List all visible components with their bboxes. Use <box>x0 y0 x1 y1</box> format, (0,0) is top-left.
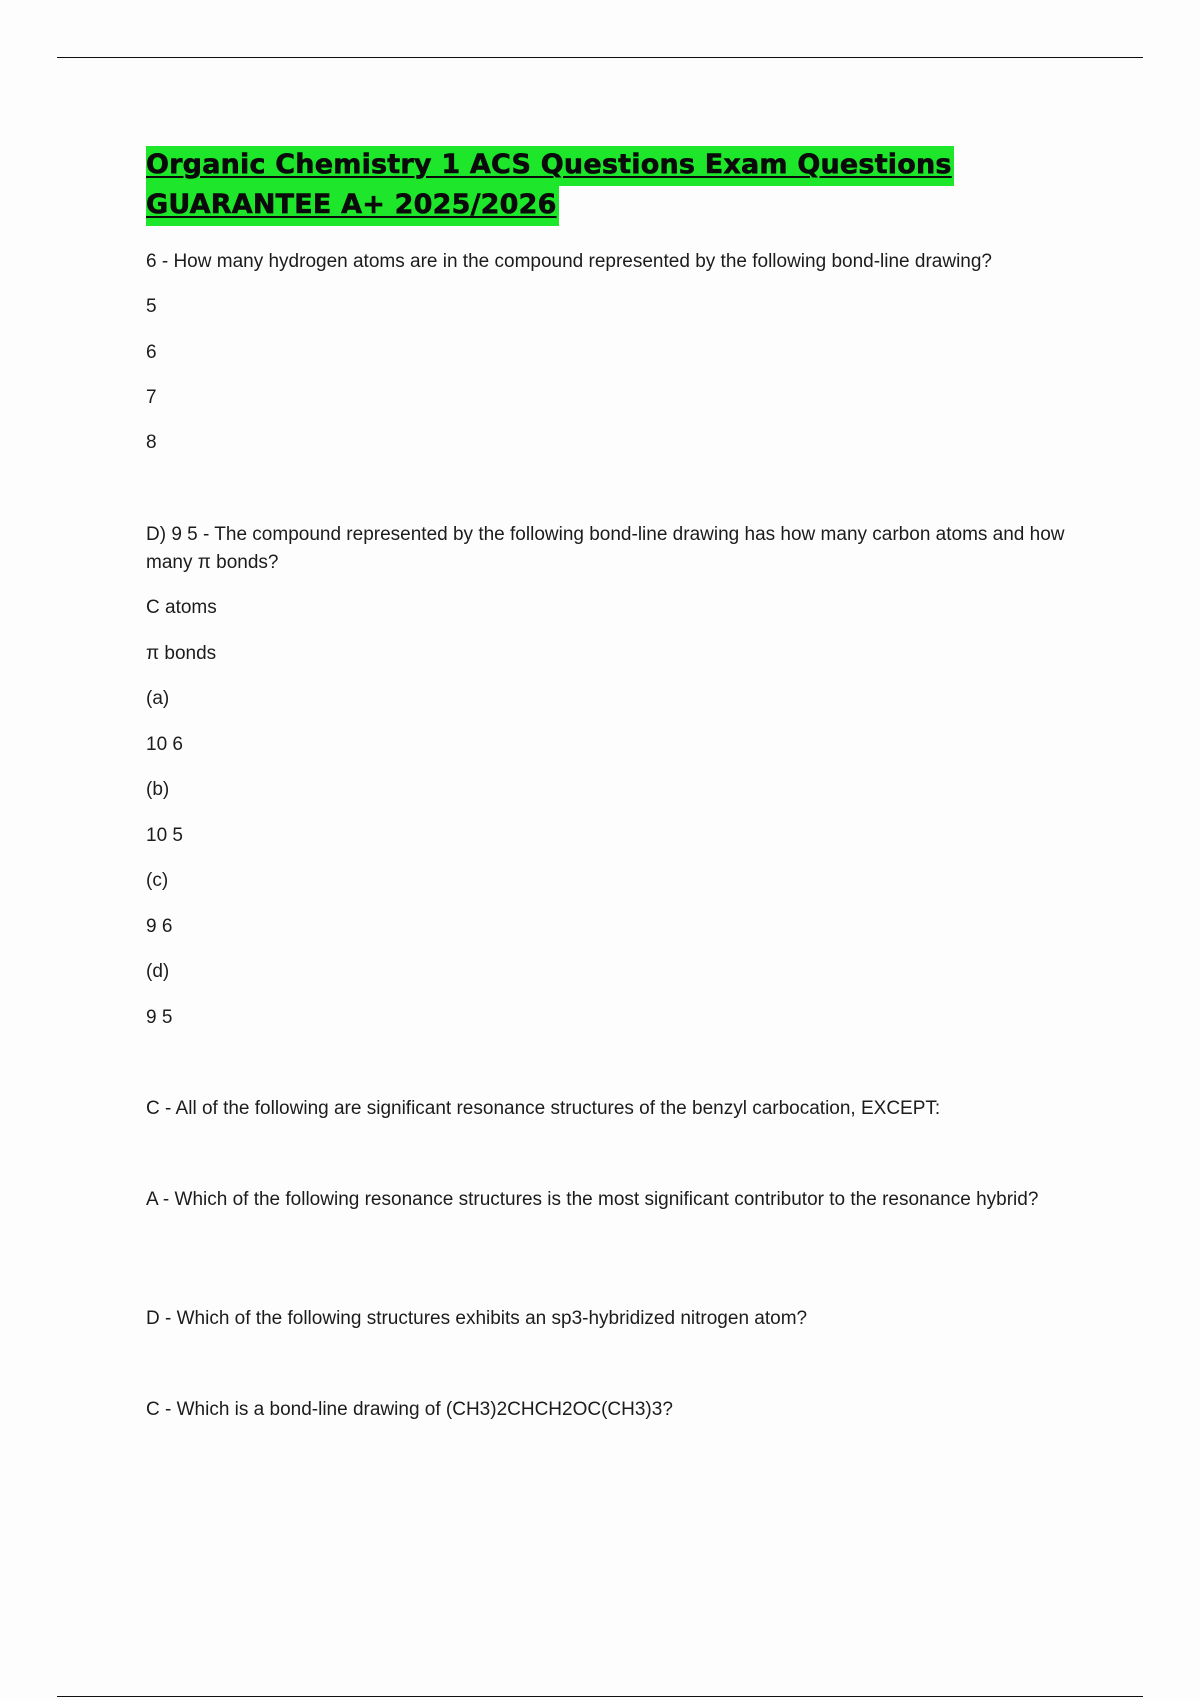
question-1-text: 6 - How many hydrogen atoms are in the compound represented by the following bond-line drawing? <box>146 251 992 272</box>
question-2-line: (d) <box>146 961 170 982</box>
question-1-option-1: 5 <box>146 296 157 317</box>
question-3-text: C - All of the following are significant resonance structures of the benzyl carbocation, EXCEPT: <box>146 1098 941 1119</box>
question-2-line: (c) <box>146 870 169 891</box>
title-line-2: GUARANTEE A+ 2025/2026 <box>146 186 559 226</box>
question-2-line: 9 5 <box>146 1007 173 1028</box>
question-2-line: 10 5 <box>146 825 183 846</box>
footer-rule <box>57 1696 1143 1697</box>
question-1-option-4: 8 <box>146 432 157 453</box>
question-2-text: D) 9 5 - The compound represented by the following bond-line drawing has how many carbon atoms and how many π bonds? <box>146 524 1065 573</box>
question-1-option-3: 7 <box>146 387 157 408</box>
question-2-line: C atoms <box>146 597 217 618</box>
question-6-text: C - Which is a bond-line drawing of (CH3)2CHCH2OC(CH3)3? <box>146 1399 673 1420</box>
question-2-line: 9 6 <box>146 916 173 937</box>
document-title <box>146 146 1126 226</box>
question-2-line: π bonds <box>146 643 217 664</box>
question-4-text: A - Which of the following resonance structures is the most significant contributor to the resonance hybrid? <box>146 1189 1039 1210</box>
question-2-line: (b) <box>146 779 170 800</box>
question-5-text: D - Which of the following structures exhibits an sp3-hybridized nitrogen atom? <box>146 1308 808 1329</box>
question-2-line: 10 6 <box>146 734 183 755</box>
title-line-1: Organic Chemistry 1 ACS Questions Exam Questions <box>146 146 954 186</box>
header-rule <box>57 57 1143 58</box>
question-1-option-2: 6 <box>146 342 157 363</box>
question-2-line: (a) <box>146 688 170 709</box>
